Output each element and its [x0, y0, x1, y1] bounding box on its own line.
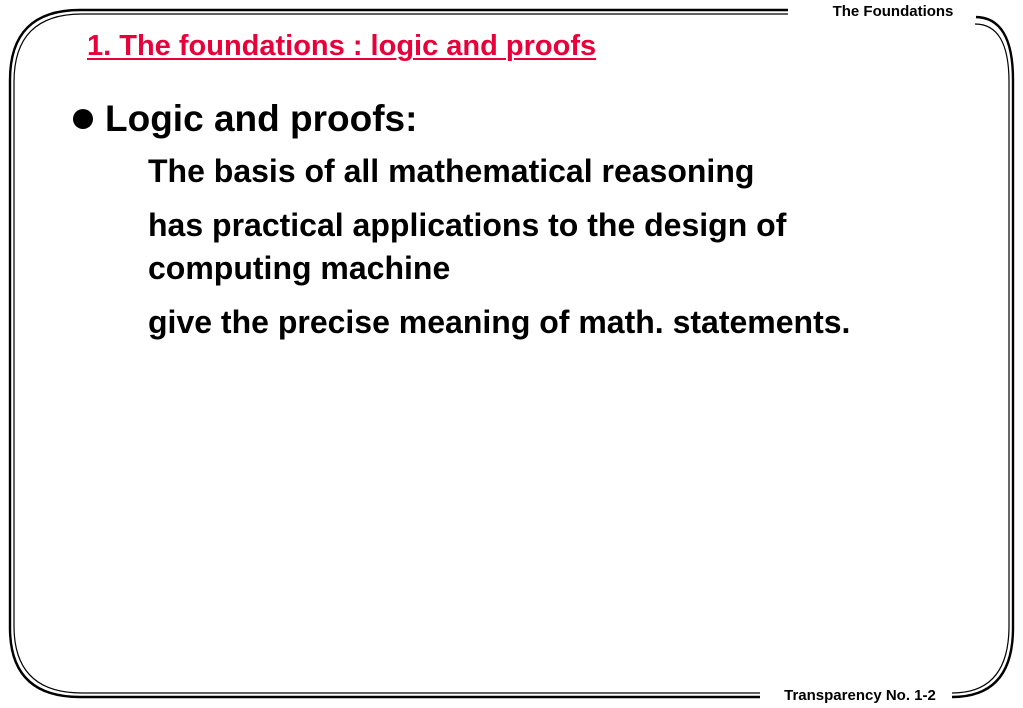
bullet-dot-icon	[73, 109, 93, 129]
bullet-logic-and-proofs	[73, 96, 417, 142]
footer-label: Transparency No. 1-2	[768, 687, 952, 705]
sub-bullet-text: The basis of all mathematical reasoning	[148, 153, 755, 189]
bullet-text: Logic and proofs:	[105, 98, 418, 139]
sub-bullet-text: give the precise meaning of math. statements.	[148, 304, 851, 340]
sub-bullet-item	[120, 150, 980, 193]
sub-bullet-item	[120, 301, 980, 344]
sub-bullet-item	[120, 204, 980, 290]
header-label: The Foundations	[810, 3, 976, 21]
slide-title: 1. The foundations : logic and proofs	[87, 30, 597, 62]
sub-bullet-text: has practical applications to the design of computing machine	[148, 207, 787, 286]
sub-bullet-list	[120, 150, 980, 355]
